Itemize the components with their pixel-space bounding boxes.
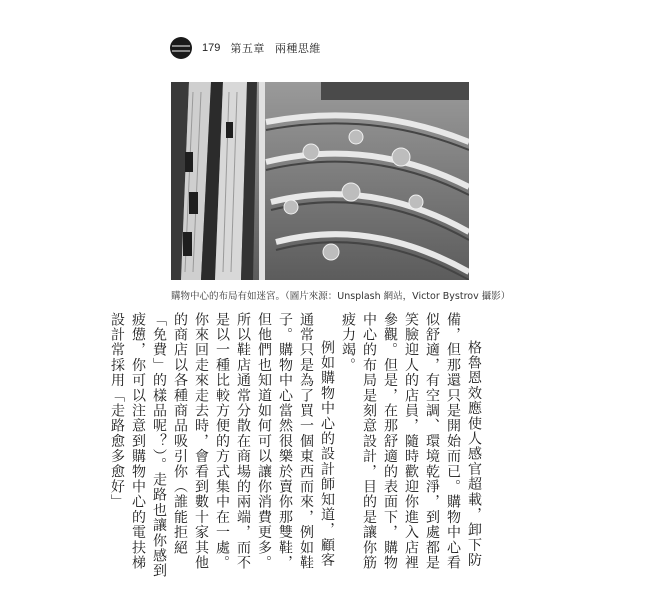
paragraph: 格魯恩效應使人感官超載，卸下防備，但那還只是開始而已。購物中心看似舒適，有空調、環境乾淨，到處都是笑臉迎人的店員，隨時歡迎你進入店裡參觀。但是，在那舒適的表面下，購物中心的布局是刻意設計，目的是讓你筋疲力竭。 xyxy=(340,312,482,571)
chapter-label: 第五章 xyxy=(230,42,265,55)
chapter-title: 兩種思維 xyxy=(274,42,321,55)
chapter-emblem-icon xyxy=(170,37,192,59)
mall-photo xyxy=(171,82,469,280)
body-text xyxy=(96,312,484,582)
page-number: 179 xyxy=(202,42,221,54)
running-header xyxy=(170,38,321,58)
mall-photo-illustration xyxy=(171,82,469,280)
photo-caption: 購物中心的布局有如迷宮。（圖片來源：Unsplash 網站，Victor Bystrov 攝影） xyxy=(171,291,511,302)
paragraph: 例如購物中心的設計師知道，顧客通常只是為了買一個東西而來，例如鞋子。購物中心當然很樂於賣你那雙鞋，但他們也知道如何可以讓你消費更多。所以鞋店通常分散在商場的兩端，而不是以一種比較方便的方式集中在一處。你來回走來走去時，會看到數十家其他的商店以各種商品吸引你（誰能拒絕「免費」的樣品呢？）。走路也讓你感到疲憊，你可以注意到購物中心的電扶梯設計常採用「走路愈多愈好」 xyxy=(109,312,335,579)
